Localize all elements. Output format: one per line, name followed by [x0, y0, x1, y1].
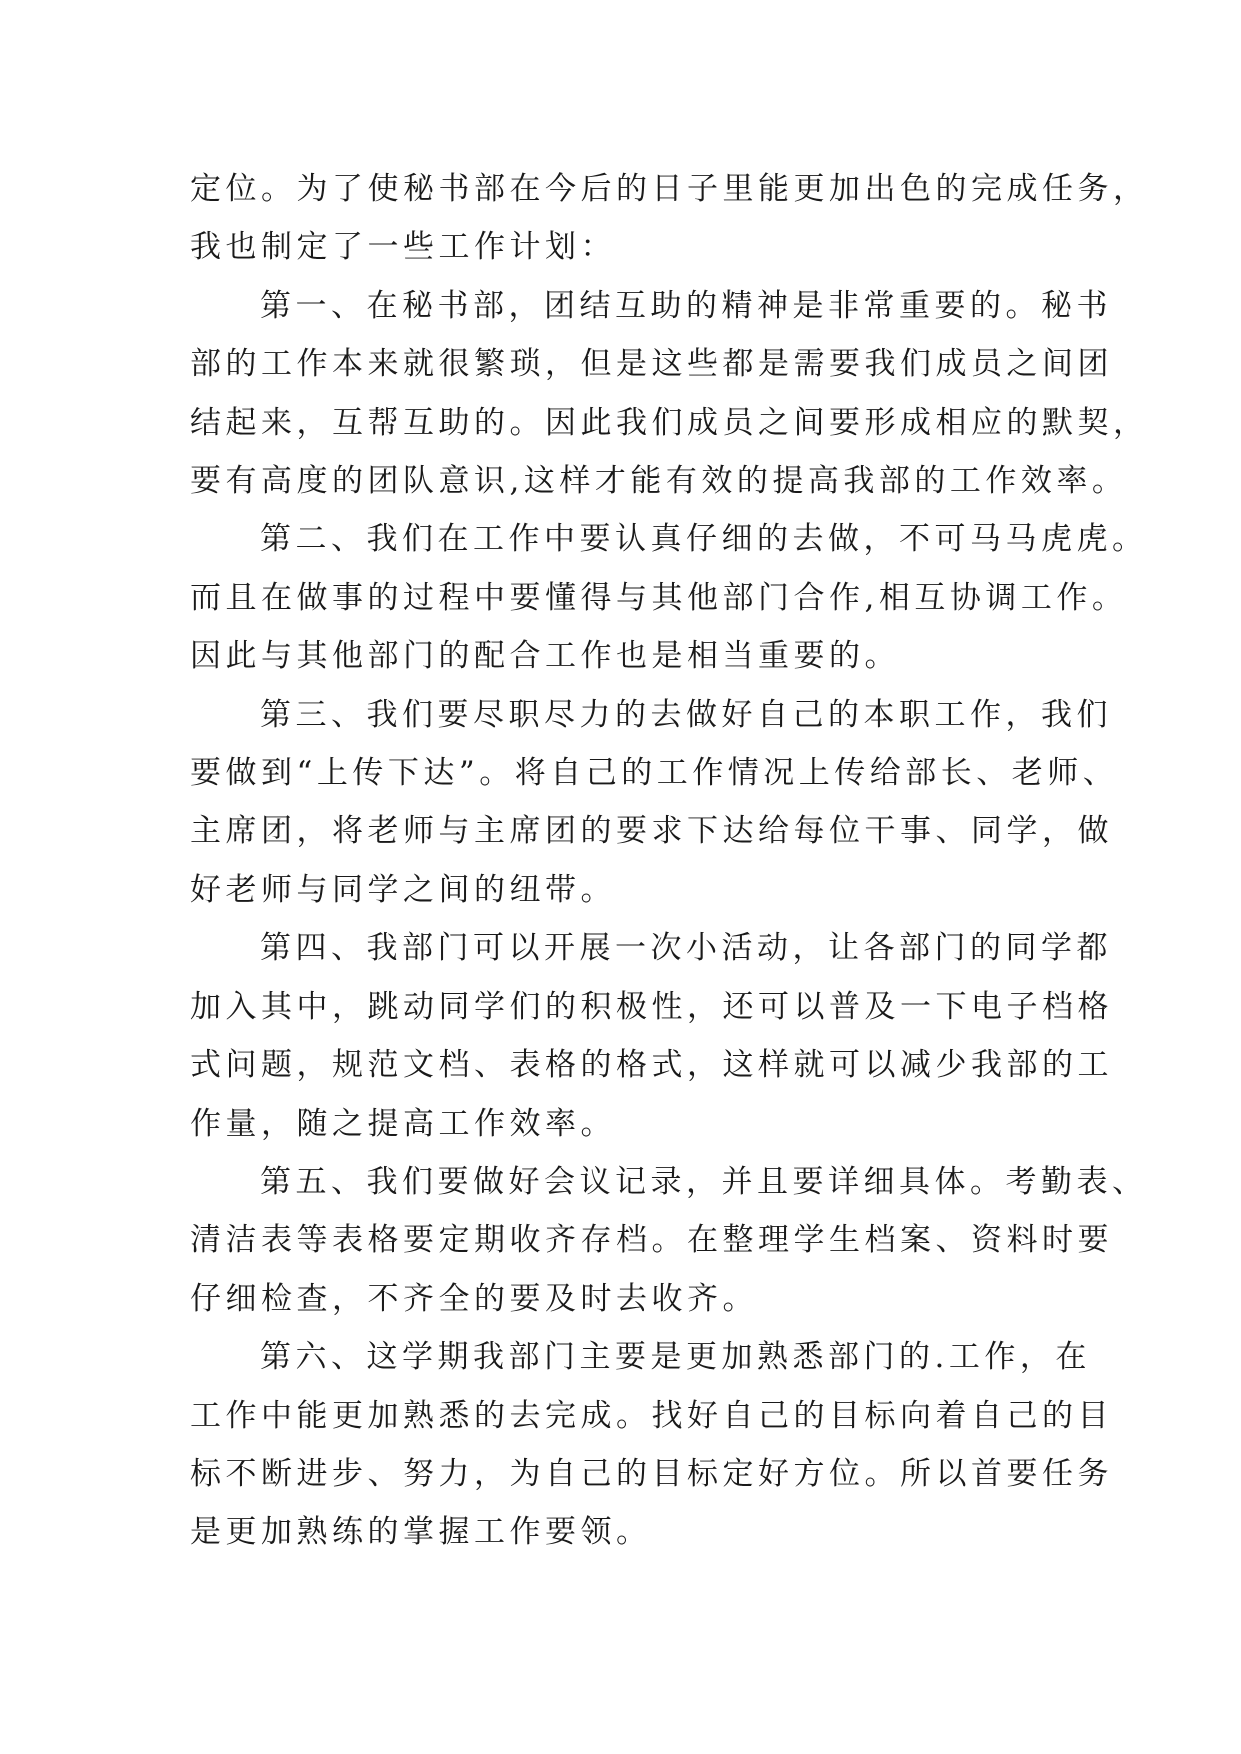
text-line: 作量，随之提高工作效率。 [190, 1105, 616, 1142]
paragraph-plan-3 [190, 686, 1119, 920]
text-line: 好老师与同学之间的纽带。 [190, 871, 616, 908]
paragraph-plan-6 [190, 1328, 1113, 1562]
text-line: 式问题，规范文档、表格的格式，这样就可以减少我部的工 [190, 1047, 1113, 1084]
text-line: 而且在做事的过程中要懂得与其他部门合作,相互协调工作。 [190, 579, 1128, 616]
text-line: 仔细检查，不齐全的要及时去收齐。 [190, 1280, 758, 1317]
text-line: 第四、我部门可以开展一次小活动，让各部门的同学都 [260, 930, 1112, 967]
text-line: 结起来，互帮互助的。因此我们成员之间要形成相应的默契， [190, 404, 1149, 441]
paragraph-plan-1 [190, 277, 1149, 511]
text-line: 第三、我们要尽职尽力的去做好自己的本职工作，我们 [260, 696, 1112, 733]
text-line: 第一、在秘书部，团结互助的精神是非常重要的。秘书 [260, 287, 1112, 324]
text-line: 定位。为了使秘书部在今后的日子里能更加出色的完成任务， [190, 171, 1149, 207]
text-line: 第六、这学期我部门主要是更加熟悉部门的.工作，在 [260, 1339, 1091, 1376]
text-line: 是更加熟练的掌握工作要领。 [190, 1514, 652, 1551]
text-line: 加入其中，跳动同学们的积极性，还可以普及一下电子档格 [190, 988, 1113, 1025]
text-line: 第二、我们在工作中要认真仔细的去做，不可马马虎虎。 [260, 521, 1148, 558]
text-line: 工作中能更加熟悉的去完成。找好自己的目标向着自己的目 [190, 1397, 1113, 1434]
text-line: 标不断进步、努力，为自己的目标定好方位。所以首要任务 [190, 1455, 1113, 1492]
text-line: 部的工作本来就很繁琐，但是这些都是需要我们成员之间团 [190, 346, 1113, 383]
text-line: 要有高度的团队意识,这样才能有效的提高我部的工作效率。 [190, 463, 1128, 500]
paragraph-intro [190, 160, 1149, 277]
text-line: 第五、我们要做好会议记录，并且要详细具体。考勤表、 [260, 1163, 1148, 1200]
body-text [190, 160, 1149, 1562]
text-line: 清洁表等表格要定期收齐存档。在整理学生档案、资料时要 [190, 1222, 1113, 1259]
text-line: 我也制定了一些工作计划： [190, 229, 616, 266]
text-line: 要做到“上传下达”。将自己的工作情况上传给部长、老师、 [190, 755, 1119, 792]
text-line: 主席团，将老师与主席团的要求下达给每位干事、同学，做 [190, 813, 1113, 850]
paragraph-plan-5 [190, 1153, 1148, 1328]
paragraph-plan-4 [190, 919, 1113, 1153]
paragraph-plan-2 [190, 510, 1148, 685]
text-line: 因此与其他部门的配合工作也是相当重要的。 [190, 638, 900, 675]
